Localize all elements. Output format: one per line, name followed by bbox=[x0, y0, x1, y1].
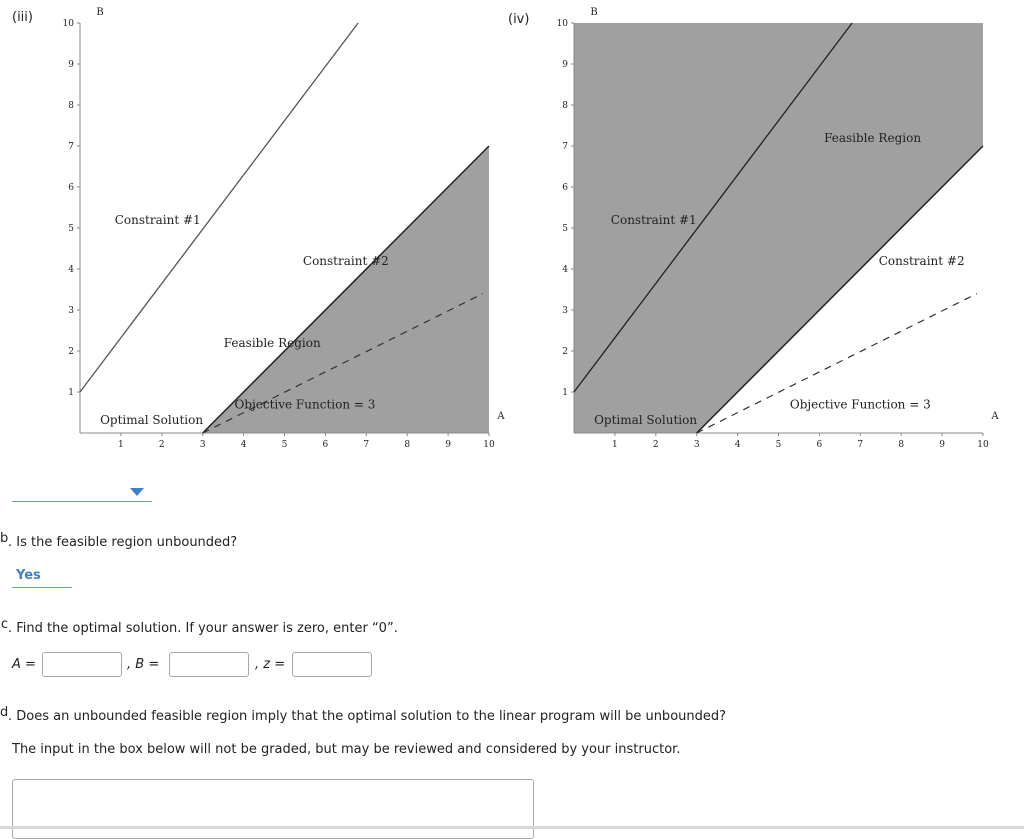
constraint-2-label: Constraint #2 bbox=[302, 253, 389, 268]
y-tick-label: 3 bbox=[68, 306, 74, 316]
z-input[interactable] bbox=[292, 652, 372, 677]
x-tick-label: 4 bbox=[734, 440, 741, 450]
question-d-prefix: d bbox=[0, 705, 8, 720]
feasible-region-label: Feasible Region bbox=[824, 130, 922, 145]
y-tick-label: 7 bbox=[562, 142, 568, 152]
y-tick-label: 9 bbox=[562, 60, 568, 70]
a-label: A = bbox=[12, 657, 36, 672]
optimal-solution-label: Optimal Solution bbox=[100, 412, 204, 427]
constraint-1-label: Constraint #1 bbox=[610, 212, 697, 227]
x-tick-label: 8 bbox=[404, 440, 411, 450]
y-axis-title: B bbox=[96, 7, 104, 18]
x-tick-label: 3 bbox=[693, 440, 700, 450]
y-tick-label: 9 bbox=[68, 60, 74, 70]
y-tick-label: 8 bbox=[68, 101, 74, 111]
y-tick-label: 6 bbox=[68, 183, 74, 193]
answer-dropdown[interactable] bbox=[12, 482, 152, 502]
y-tick-label: 1 bbox=[562, 388, 568, 398]
b-input[interactable] bbox=[169, 652, 249, 677]
x-tick-label: 6 bbox=[322, 440, 329, 450]
x-axis-title: A bbox=[497, 411, 505, 422]
x-tick-label: 7 bbox=[363, 440, 370, 450]
objective-function-label: Objective Function = 3 bbox=[789, 397, 931, 412]
y-tick-label: 10 bbox=[62, 19, 74, 29]
x-tick-label: 3 bbox=[199, 440, 206, 450]
question-d-text: . Does an unbounded feasible region imply that the optimal solution to the linear program will be unbounded? bbox=[8, 709, 727, 724]
y-tick-label: 2 bbox=[562, 347, 568, 357]
x-tick-label: 9 bbox=[939, 440, 945, 450]
x-tick-label: 1 bbox=[612, 440, 618, 450]
constraint-1-label: Constraint #1 bbox=[114, 212, 201, 227]
feasible-region-label: Feasible Region bbox=[223, 335, 321, 350]
optimal-solution-label: Optimal Solution bbox=[594, 412, 698, 427]
x-tick-label: 10 bbox=[483, 440, 495, 450]
question-c-prefix: c bbox=[0, 617, 8, 632]
x-tick-label: 7 bbox=[857, 440, 864, 450]
x-tick-label: 6 bbox=[816, 440, 823, 450]
chevron-down-icon[interactable] bbox=[130, 488, 144, 496]
question-c-text: . Find the optimal solution. If your answer is zero, enter “0”. bbox=[8, 621, 398, 636]
x-tick-label: 5 bbox=[281, 440, 288, 450]
question-c bbox=[0, 617, 398, 636]
x-axis-title: A bbox=[991, 411, 999, 422]
y-tick-label: 8 bbox=[562, 101, 568, 111]
y-tick-label: 5 bbox=[562, 224, 568, 234]
b-label: , B = bbox=[127, 657, 160, 672]
question-b-text: . Is the feasible region unbounded? bbox=[8, 535, 238, 550]
a-input[interactable] bbox=[42, 652, 122, 677]
objective-function-label: Objective Function = 3 bbox=[234, 397, 376, 412]
feasible-region bbox=[574, 23, 983, 433]
y-tick-label: 7 bbox=[68, 142, 74, 152]
x-tick-label: 9 bbox=[445, 440, 451, 450]
ungraded-note: The input in the box below will not be graded, but may be reviewed and considered by your instructor. bbox=[12, 742, 681, 757]
x-tick-label: 2 bbox=[652, 440, 659, 450]
y-tick-label: 6 bbox=[562, 183, 568, 193]
question-d bbox=[0, 705, 726, 724]
y-tick-label: 3 bbox=[562, 306, 568, 316]
panel-label-iv: (iv) bbox=[508, 12, 530, 27]
unbounded-answer-select[interactable]: Yes bbox=[12, 566, 72, 588]
y-tick-label: 2 bbox=[68, 347, 74, 357]
constraint-2-label: Constraint #2 bbox=[878, 253, 965, 268]
x-tick-label: 2 bbox=[158, 440, 165, 450]
y-axis-title: B bbox=[590, 7, 598, 18]
z-label: , z = bbox=[255, 657, 286, 672]
question-b bbox=[0, 531, 237, 550]
question-b-prefix: b bbox=[0, 531, 8, 546]
y-tick-label: 4 bbox=[562, 265, 568, 275]
x-tick-label: 1 bbox=[118, 440, 124, 450]
x-tick-label: 5 bbox=[775, 440, 782, 450]
x-tick-label: 10 bbox=[977, 440, 989, 450]
panel-label-iii: (iii) bbox=[12, 10, 33, 25]
x-tick-label: 4 bbox=[240, 440, 247, 450]
y-tick-label: 1 bbox=[68, 388, 74, 398]
y-tick-label: 10 bbox=[556, 19, 568, 29]
x-tick-label: 8 bbox=[898, 440, 905, 450]
comment-textarea[interactable] bbox=[12, 779, 534, 839]
y-tick-label: 5 bbox=[68, 224, 74, 234]
y-tick-label: 4 bbox=[68, 265, 74, 275]
